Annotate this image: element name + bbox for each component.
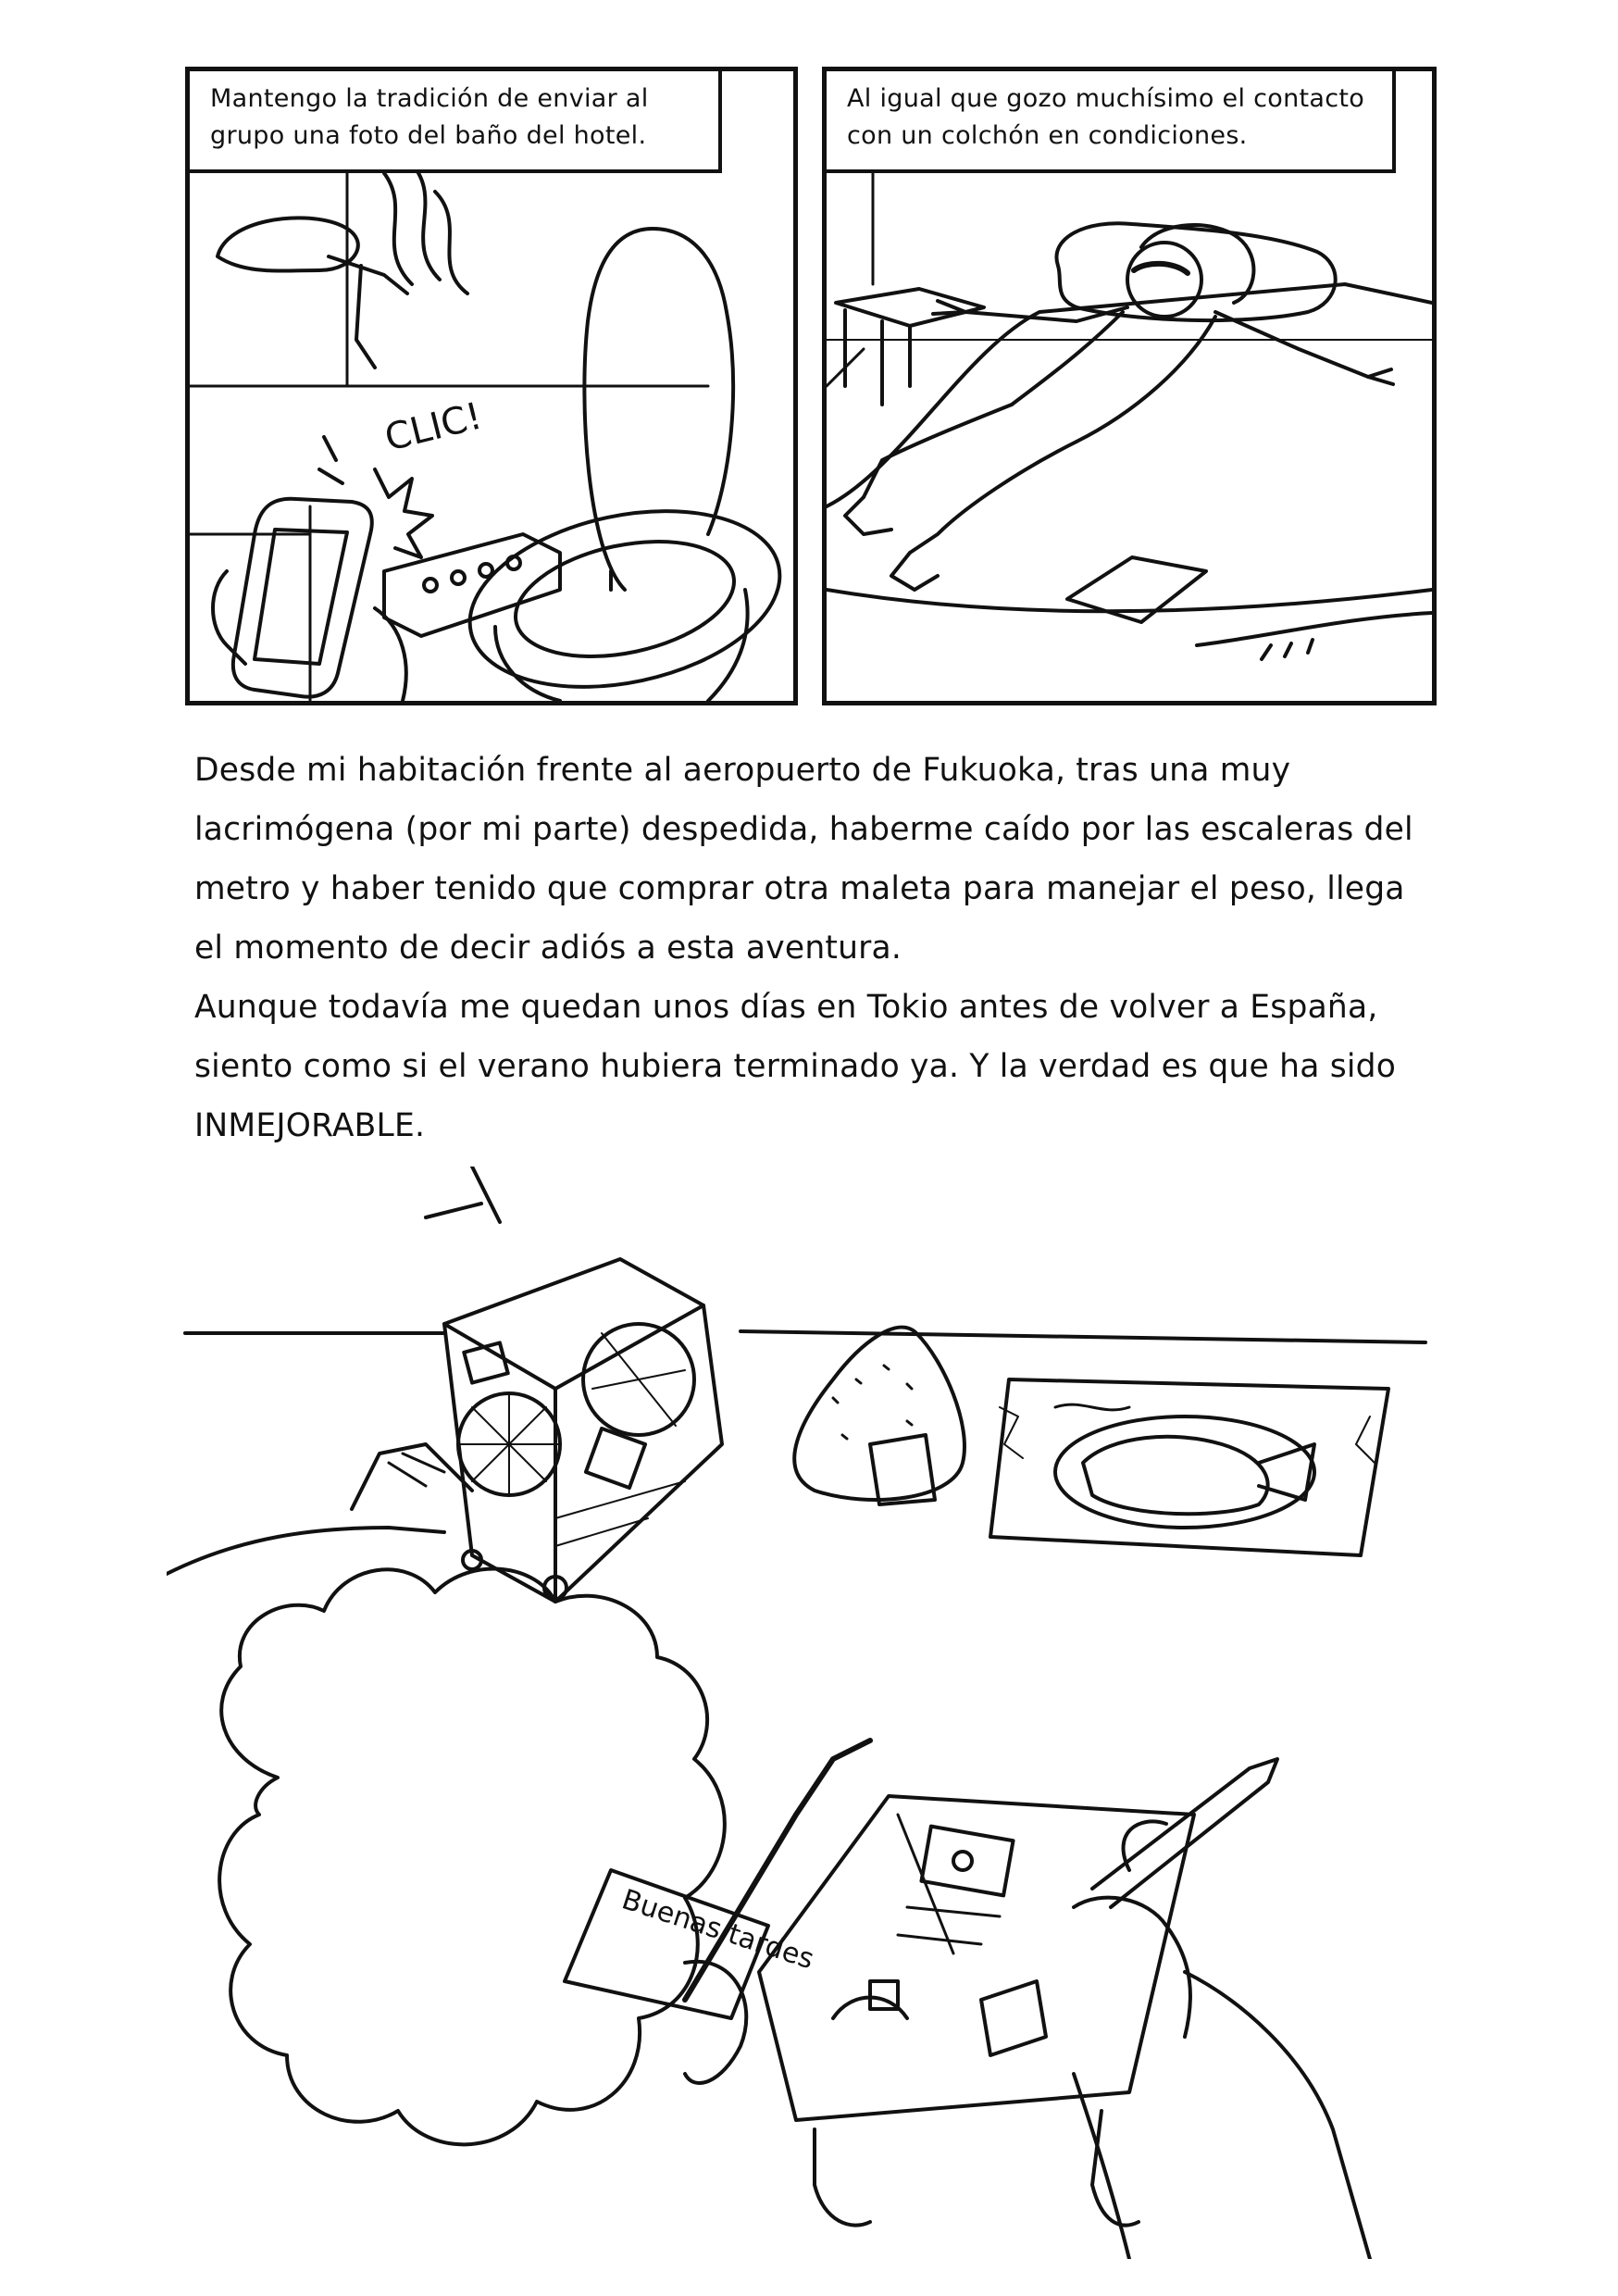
comic-panel-bed bbox=[822, 67, 1437, 705]
onigiri-drawing bbox=[794, 1328, 965, 1500]
caption-box bbox=[827, 71, 1396, 173]
hair-drawing bbox=[219, 1569, 725, 2145]
narration-text bbox=[194, 741, 1435, 1155]
narration-line: siento como si el verano hubiera terminado ya. Y la verdad es que ha sido bbox=[194, 1048, 1397, 1085]
notebook-handwriting: Buenas tardes bbox=[617, 1883, 818, 1977]
sound-effect-text: CLIC! bbox=[380, 394, 487, 460]
juice-carton-drawing bbox=[444, 1259, 722, 1602]
narration-line: metro y haber tenido que comprar otra maleta para manejar el peso, llega bbox=[194, 870, 1405, 907]
caption-line: Mantengo la tradición de enviar al bbox=[210, 84, 649, 113]
caption-line: grupo una foto del baño del hotel. bbox=[210, 121, 647, 150]
narration-line: lacrimógena (por mi parte) despedida, haberme caído por las escaleras del bbox=[194, 811, 1413, 848]
caption-line: Al igual que gozo muchísimo el contacto bbox=[847, 84, 1365, 113]
narration-line: INMEJORABLE. bbox=[194, 1107, 426, 1144]
open-notebook-drawing bbox=[759, 1796, 1194, 2120]
narration-line: el momento de decir adiós a esta aventura. bbox=[194, 930, 902, 967]
comic-panel-bathroom bbox=[185, 67, 798, 705]
narration-line: Aunque todavía me quedan unos días en Tokio antes de volver a España, bbox=[194, 989, 1378, 1026]
caption-line: con un colchón en condiciones. bbox=[847, 121, 1248, 150]
journaling-illustration bbox=[167, 1167, 1444, 2259]
caption-box bbox=[190, 71, 722, 173]
narration-line: Desde mi habitación frente al aeropuerto de Fukuoka, tras una muy bbox=[194, 752, 1291, 789]
